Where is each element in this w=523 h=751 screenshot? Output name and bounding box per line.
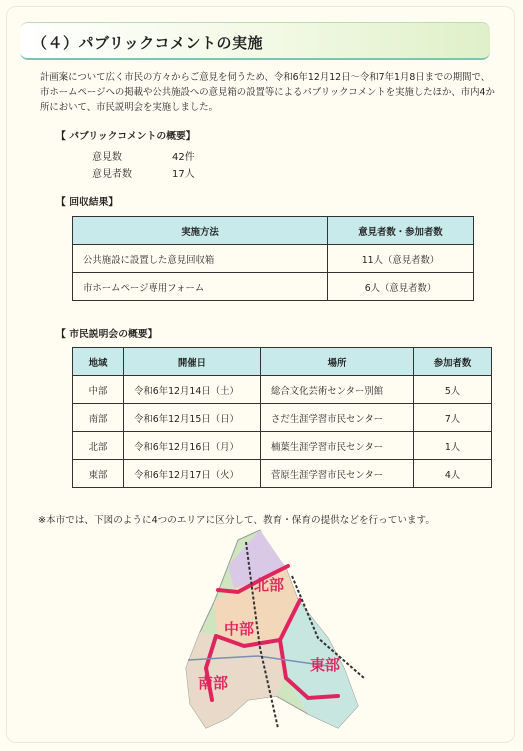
table-row xyxy=(73,432,492,460)
table-header-row xyxy=(73,348,492,376)
table-row xyxy=(73,273,474,301)
table-header: 地域 xyxy=(73,348,124,376)
table-cell: 1人 xyxy=(414,432,492,460)
region-label-east: 東部 xyxy=(310,656,341,674)
region-label-south: 南部 xyxy=(198,674,229,692)
table-cell: 6人（意見者数） xyxy=(328,273,474,301)
table-header: 意見者数・参加者数 xyxy=(328,217,474,245)
table-cell: 令和6年12月17日（火） xyxy=(124,460,261,488)
table-cell: 北部 xyxy=(73,432,124,460)
table-cell: 令和6年12月15日（日） xyxy=(124,404,261,432)
region-label-central: 中部 xyxy=(224,620,255,638)
overview-row-opinions xyxy=(92,148,195,163)
region-label-north: 北部 xyxy=(254,576,285,594)
table-row xyxy=(73,404,492,432)
table-cell: 公共施設に設置した意見回収箱 xyxy=(73,245,328,273)
table-cell: 楠葉生涯学習市民センター xyxy=(261,432,414,460)
section-heading: （４）パブリックコメントの実施 xyxy=(32,34,264,52)
overview-label: 【 パブリックコメントの概要】 xyxy=(56,131,196,142)
table-header: 開催日 xyxy=(124,348,261,376)
table-row xyxy=(73,460,492,488)
area-map xyxy=(168,528,368,738)
table-header: 実施方法 xyxy=(73,217,328,245)
section-heading-bar xyxy=(20,22,490,60)
briefing-table xyxy=(72,347,492,488)
table-cell: 総合文化芸術センター別館 xyxy=(261,376,414,404)
table-cell: 5人 xyxy=(414,376,492,404)
table-cell: 中部 xyxy=(73,376,124,404)
table-cell: 市ホームページ専用フォーム xyxy=(73,273,328,301)
results-label: 【 回収結果】 xyxy=(56,197,119,208)
table-cell: 令和6年12月14日（土） xyxy=(124,376,261,404)
table-header-row xyxy=(73,217,474,245)
table-cell: 11人（意見者数） xyxy=(328,245,474,273)
table-cell: 東部 xyxy=(73,460,124,488)
overview-key: 意見数 xyxy=(92,152,122,163)
table-cell: 4人 xyxy=(414,460,492,488)
intro-paragraph: 計画案について広く市民の方々からご意見を伺うため、令和6年12月12日～令和7年1月8日までの期間で、市ホームページへの掲載や公共施設への意見箱の設置等によるパブリックコメントを実施したほか、市内4か所において、市民説明会を実施しました。 xyxy=(40,72,495,113)
table-cell: 菅原生涯学習市民センター xyxy=(261,460,414,488)
table-cell: 7人 xyxy=(414,404,492,432)
table-header: 参加者数 xyxy=(414,348,492,376)
table-header: 場所 xyxy=(261,348,414,376)
area-note: ※本市では、下図のように4つのエリアに区分して、教育・保育の提供などを行っています。 xyxy=(38,515,435,526)
table-row xyxy=(73,376,492,404)
overview-value: 17人 xyxy=(172,169,195,180)
results-table xyxy=(72,216,474,301)
table-cell: 令和6年12月16日（月） xyxy=(124,432,261,460)
overview-key: 意見者数 xyxy=(92,169,132,180)
briefing-label: 【 市民説明会の概要】 xyxy=(56,329,158,340)
overview-value: 42件 xyxy=(172,152,195,163)
table-row xyxy=(73,245,474,273)
table-cell: 南部 xyxy=(73,404,124,432)
table-cell: さだ生涯学習市民センター xyxy=(261,404,414,432)
overview-row-submitters xyxy=(92,165,195,180)
